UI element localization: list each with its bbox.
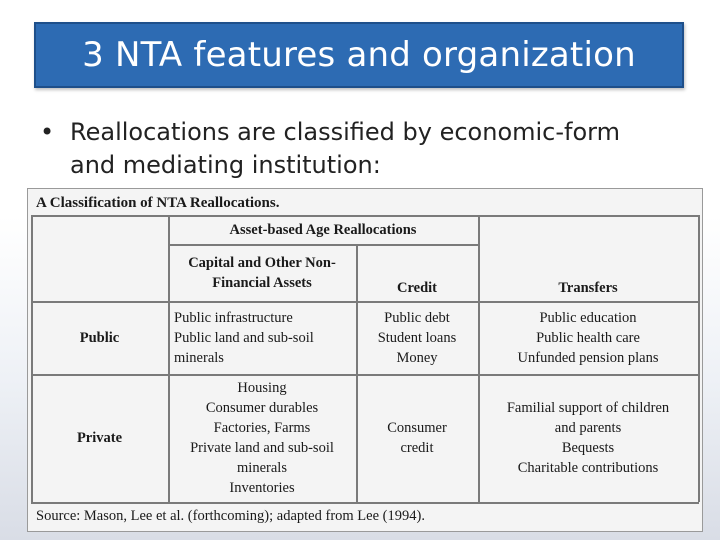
header-transfers: Transfers <box>558 280 618 296</box>
bullet-text-line1: Reallocations are classified by economic-form <box>70 118 620 146</box>
table-rule <box>31 502 699 504</box>
private-capital-cell: Housing Consumer durables Factories, Farms Private land and sub-soil minerals Inventories <box>190 380 334 496</box>
slide-title-box <box>34 22 684 88</box>
header-credit: Credit <box>396 280 437 296</box>
bullet-item <box>40 116 700 182</box>
table-rule <box>698 215 700 502</box>
private-transfers-cell: Familial support of children and parents Bequests Charitable contributions <box>506 400 670 476</box>
row-label-public: Public <box>79 329 120 346</box>
header-capital: Capital and Other Non- Financial Assets <box>188 254 336 291</box>
private-credit-cell: Consumer credit <box>387 420 447 456</box>
table-source-note: Source: Mason, Lee et al. (forthcoming); adapted from Lee (1994). <box>36 508 425 524</box>
bullet-marker: • <box>40 118 55 146</box>
slide-title: 3 NTA features and organization <box>82 35 636 75</box>
public-credit-cell: Public debt Student loans Money <box>377 309 457 366</box>
public-capital-cell: Public infrastructure Public land and sub-soil minerals <box>174 309 314 366</box>
row-label-private: Private <box>76 430 123 446</box>
public-transfers-cell: Public education Public health care Unfunded pension plans <box>517 309 659 366</box>
bullet-text-line2: and mediating institution: <box>70 151 381 179</box>
header-asset-based: Asset-based Age Reallocations <box>229 221 417 238</box>
table-caption: A Classification of NTA Reallocations. <box>36 195 280 211</box>
classification-table <box>27 188 703 532</box>
